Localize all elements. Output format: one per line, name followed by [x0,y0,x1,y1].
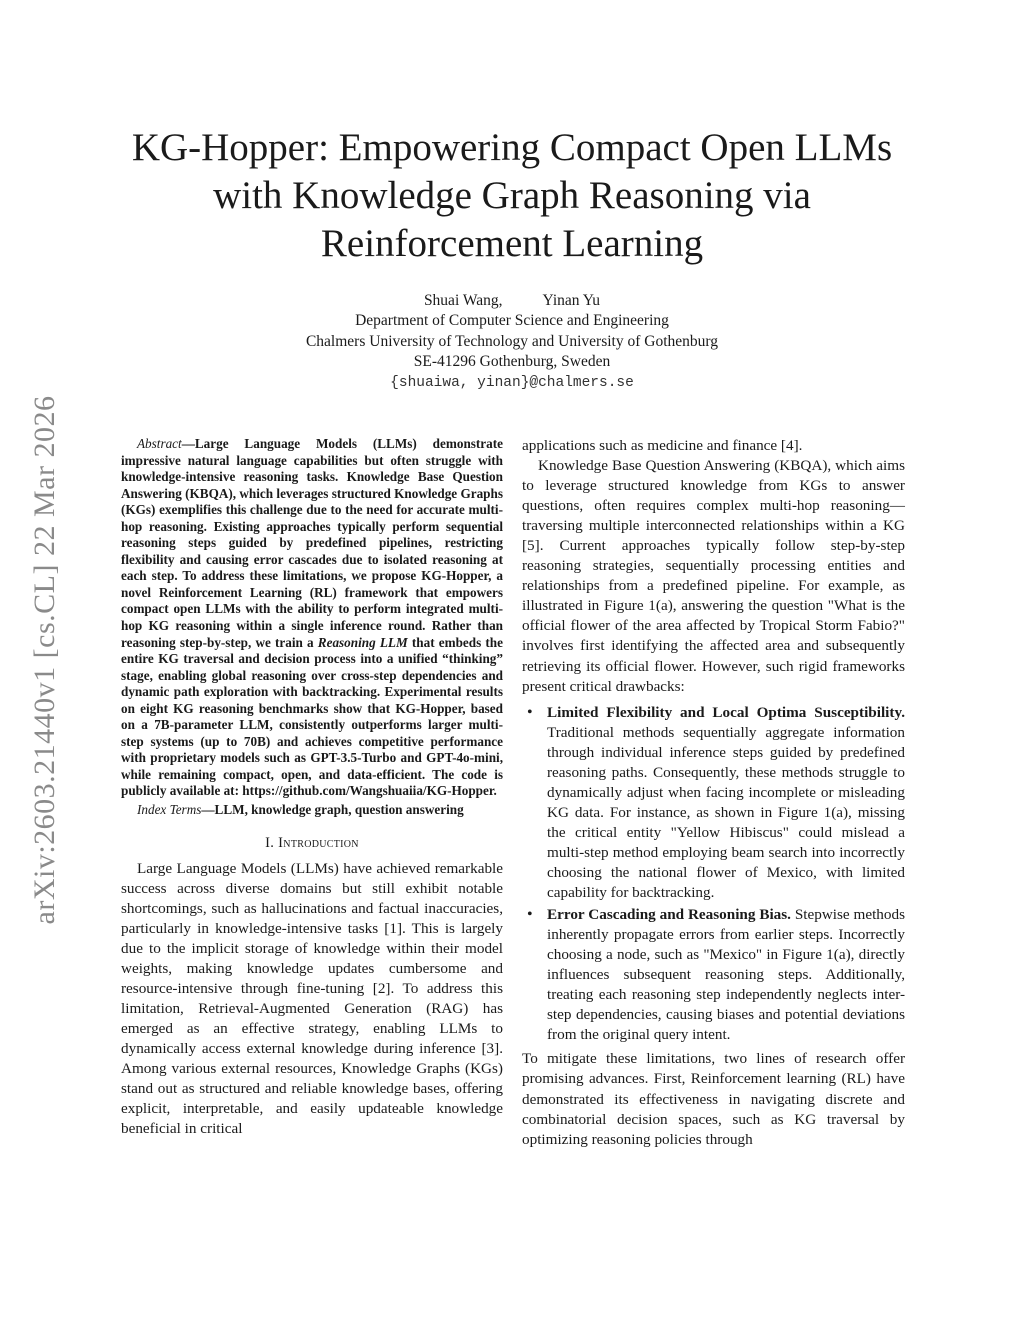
author-block [200,290,824,393]
author-location: SE-41296 Gothenburg, Sweden [413,353,611,370]
author-department: Department of Computer Science and Engineering [355,312,669,329]
author-email: {shuaiwa, yinan}@chalmers.se [390,374,634,391]
section-heading-introduction [121,835,503,852]
paper-title [100,124,924,268]
left-column [121,436,503,1139]
intro-paragraph-3: To mitigate these limitations, two lines of research offer promising advances. First, Reinforcement learning (RL) have demonstrated its effectiveness in navigating discrete and combinatorial decision spaces, such as KG traversal by optimizing reasoning policies through [522,1050,905,1148]
bullet-icon: • [527,906,533,924]
index-terms [121,802,503,819]
title-line-1: KG-Hopper: Empowering Compact Open LLMs [131,126,893,169]
list-item [527,905,905,1045]
abstract-text-2: that embeds the entire KG traversal and decision process into a unified “thinking” stage, enabling global reasoning over cross-step dependencies and dynamic path exploration with backtracking. Experimental results on eight KG reasoning benchmarks show that KG-Hopper, based on a 7B-parameter LLM, consistently outperforms larger multi-step systems (up to 70B) and achieves competitive performance with proprietary models such as GPT-3.5-Turbo and GPT-4o-mini, while remaining compact, open, and data-efficient. The code is publicly available at: https://github.com/Wangshuaiia/KG-Hopper. [121,634,503,799]
intro-paragraph-1-continued: applications such as medicine and finance [4]. [522,437,803,454]
bullet-text: Stepwise methods inherently propagate errors from earlier steps. Incorrectly choosing a node, such as "Mexico" in Figure 1(a), directly influences subsequent reasoning steps. Additionally, treating each reasoning step independently neglects inter-step dependencies, causing biases and potential deviations from the original query intent. [547,906,905,1044]
intro-paragraph-1: Large Language Models (LLMs) have achieved remarkable success across diverse domains but still exhibit notable shortcomings, such as hallucinations and factual inaccuracies, particularly in knowledge-intensive tasks [1]. This is largely due to the implicit storage of knowledge within their model weights, making knowledge updates cumbersome and resource-intensive through fine-tuning [2]. To address this limitation, Retrieval-Augmented Generation (RAG) has emerged as an effective strategy, enabling LLMs to dynamically access external knowledge during inference [3]. Among various external resources, Knowledge Graphs (KGs) stand out as structured and reliable knowledge bases, offering explicit, interpretable, and easily updateable knowledge beneficial in critical [121,859,503,1138]
bullet-icon: • [527,703,533,721]
section-title: Introduction [278,834,359,851]
title-line-3: Reinforcement Learning [320,222,704,265]
section-number: I. [265,834,275,851]
drawbacks-list [522,703,905,1046]
bullet-heading: Error Cascading and Reasoning Bias. [547,906,791,924]
index-terms-text: —LLM, knowledge graph, question answering [201,802,464,818]
author-names [200,290,824,311]
author-university: Chalmers University of Technology and University of Gothenburg [305,332,719,350]
bullet-text: Traditional methods sequentially aggregate information through individual inference steps guided by predefined reasoning paths. Consequently, these methods struggle to dynamically adjust when facing incomplete or misleading KG data. For instance, as shown in Figure 1(a), missing the critical entity "Yellow Hibiscus" could mislead a multi-step method employing beam search into incorrectly choosing the national flower of Mexico, with limited capability for backtracking. [547,723,905,902]
author-name: Shuai Wang, [423,292,503,309]
abstract [121,436,503,800]
arxiv-identifier: arXiv:2603.21440v1 [cs.CL] 22 Mar 2026 [28,395,61,925]
title-line-2: with Knowledge Graph Reasoning via [213,174,811,217]
abstract-label: Abstract [137,436,182,451]
abstract-text-1: —Large Language Models (LLMs) demonstrate impressive natural language capabilities but often struggle with knowledge-intensive reasoning tasks. Knowledge Base Question Answering (KBQA), which leverages structured Knowledge Graphs (KGs) exemplifies this challenge due to the need for accurate multi-hop reasoning. Existing approaches typically perform sequential reasoning steps guided by predefined pipelines, restricting flexibility and causing error cascades due to isolated reasoning at each step. To address these limitations, we propose KG-Hopper, a novel Reinforcement Learning (RL) framework that empowers compact open LLMs with the ability to perform integrated multi-hop KG reasoning within a single inference round. Rather than reasoning step-by-step, we train a [121,436,503,650]
intro-paragraph-2: Knowledge Base Question Answering (KBQA), which aims to leverage structured knowledge from KGs to answer questions, often requires complex multi-hop reasoning—traversing multiple interconnected relationships within a KG [5]. Current approaches typically follow step-by-step reasoning strategies, sequentially processing entities and relationships from a predefined pipeline. For example, as illustrated in Figure 1(a), answering the question "What is the official flower of the area affected by Tropical Storm Fabio?" involves first identifying the affected area and subsequently retrieving its official flower. However, such rigid frameworks present critical drawbacks: [522,457,905,695]
bullet-heading: Limited Flexibility and Local Optima Susceptibility. [547,703,905,721]
index-terms-label: Index Terms [137,802,202,818]
right-column [522,436,905,1150]
abstract-emphasis: Reasoning LLM [317,634,408,650]
author-name: Yinan Yu [542,292,601,309]
list-item [527,703,905,903]
